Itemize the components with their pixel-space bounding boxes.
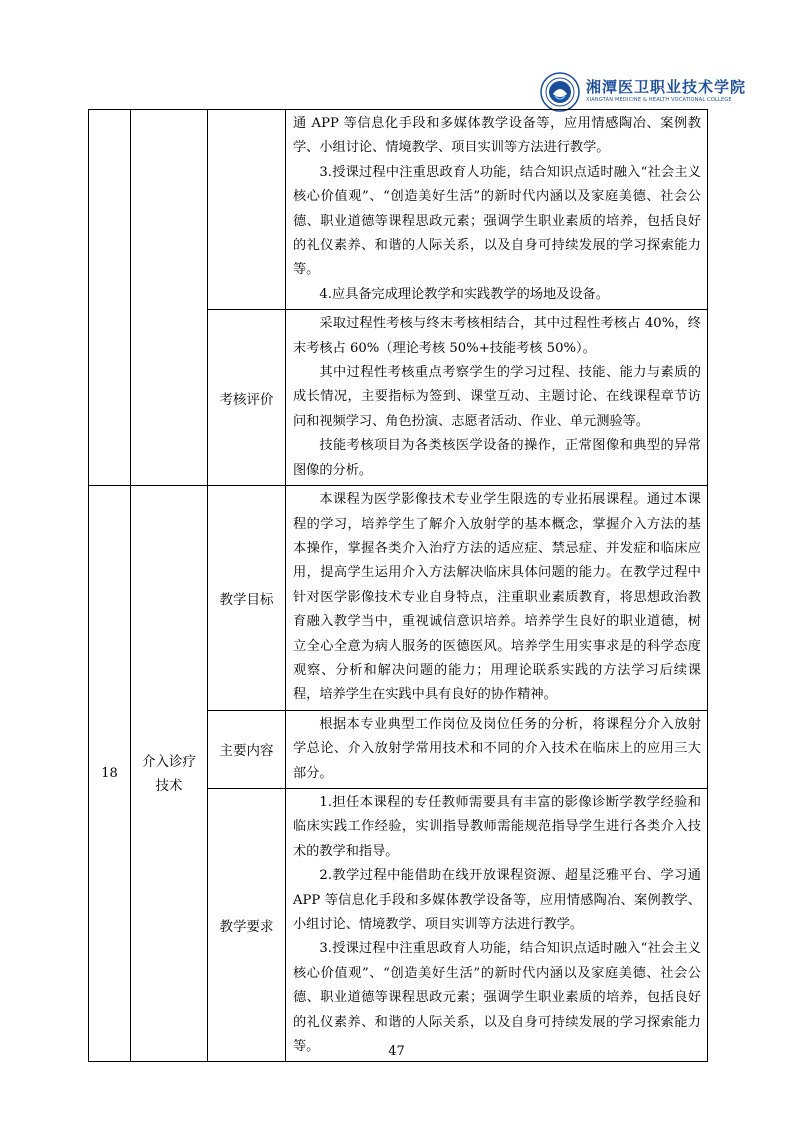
req-tail-paragraph-2: 3.授课过程中注重思政育人功能，结合知识点适时融入“社会主义核心价值观”、“创造美好生活”的新时代内涵以及家庭美德、社会公德、职业道德等课程思政元素；强调学生职业素质的培养，包括良好的礼仪素养、和谐的人际关系，以及自身可持续发展的学习探索能力等。 — [293, 164, 701, 278]
assessment-label: 考核评价 — [208, 310, 286, 486]
assessment-paragraph-2: 其中过程性考核重点考察学生的学习过程、技能、能力与素质的成长情况，主要指标为签到、课堂互动、主题讨论、在线课程章节访问和视频学习、角色扮演、志愿者活动、作业、单元测验等。 — [293, 365, 701, 429]
page-header — [540, 72, 747, 112]
goal-paragraph: 本课程为医学影像技术专业学生限选的专业拓展课程。通过本课程的学习，培养学生了解介入放射学的基本概念，掌握介入方法的基本操作，掌握各类介入治疗方法的适应症、禁忌症、并发症和临床应用，提高学生运用介入方法解决临床具体问题的能力。在教学过程中针对医学影像技术专业自身特点，注重职业素质教育，将思想政治教育融入教学当中，重视诚信意识培养。培养学生良好的职业道德，树立全心全意为病人服务的医德医风。培养学生用实事求是的科学态度观察、分析和解决问题的能力；用理论联系实践的方法学习后续课程，培养学生在实践中具有良好的协作精神。 — [293, 492, 701, 703]
req-tail-paragraph-1: 通 APP 等信息化手段和多媒体教学设备等，应用情感陶冶、案例教学、小组讨论、情境教学、项目实训等方法进行教学。 — [293, 116, 701, 156]
req-tail-paragraph-3: 4.应具备完成理论教学和实践教学的场地及设备。 — [319, 286, 609, 302]
content-paragraph: 根据本专业典型工作岗位及岗位任务的分析，将课程分介入放射学总论、介入放射学常用技术和不同的介入技术在临床上的应用三大部分。 — [293, 716, 701, 781]
content-label: 主要内容 — [208, 710, 286, 788]
page-number: 47 — [388, 1044, 405, 1059]
empty-course-cell — [131, 110, 208, 486]
college-logo-icon — [540, 72, 580, 112]
req-paragraph-2: 2.教学过程中能借助在线开放课程资源、超星泛雅平台、学习通 APP 等信息化手段和多媒体教学设备等，应用情感陶冶、案例教学、小组讨论、情境教学、项目实训等方法进行教学。 — [293, 868, 701, 932]
table-row — [89, 486, 708, 711]
req-paragraph-3: 3.授课过程中注重思政育人功能，结合知识点适时融入“社会主义核心价值观”、“创造美好生活”的新时代内涵以及家庭美德、社会公德、职业道德等课程思政元素；强调学生职业素质的培养，包括良好的礼仪素养、和谐的人际关系，以及自身可持续发展的学习探索能力等。 — [293, 941, 701, 1055]
course-number: 18 — [89, 486, 131, 1062]
assessment-text-cell — [286, 310, 708, 486]
requirements-label: 教学要求 — [208, 788, 286, 1061]
table-row — [89, 110, 708, 310]
requirements-text-cell — [286, 788, 708, 1061]
req-paragraph-1: 1.担任本课程的专任教师需要具有丰富的影像诊断学教学经验和临床实践工作经验，实训指导教师需能规范指导学生进行各类介入技术的教学和指导。 — [293, 794, 701, 859]
assessment-paragraph-1: 采取过程性考核与终末考核相结合，其中过程性考核占 40%，终末考核占 60%（理论考核 50%+技能考核 50%）。 — [293, 316, 701, 356]
empty-label-cell — [208, 110, 286, 310]
course-name-line-1: 介入诊疗 — [142, 753, 196, 770]
course-name-cell — [131, 486, 208, 1062]
goal-label: 教学目标 — [208, 486, 286, 711]
content-text-cell — [286, 710, 708, 788]
assessment-paragraph-3: 技能考核项目为各类核医学设备的操作，正常图像和典型的异常图像的分析。 — [293, 438, 701, 478]
requirements-tail-cell — [286, 110, 708, 310]
empty-number-cell — [89, 110, 131, 486]
course-table — [88, 109, 708, 1062]
goal-text-cell — [286, 486, 708, 711]
college-name-cn: 湘潭医卫职业技术学院 — [586, 78, 747, 96]
college-name-en: XIANGTAN MEDICINE & HEALTH VOCATIONAL COLLEGE — [586, 97, 732, 103]
course-name-line-2: 技术 — [155, 777, 183, 794]
